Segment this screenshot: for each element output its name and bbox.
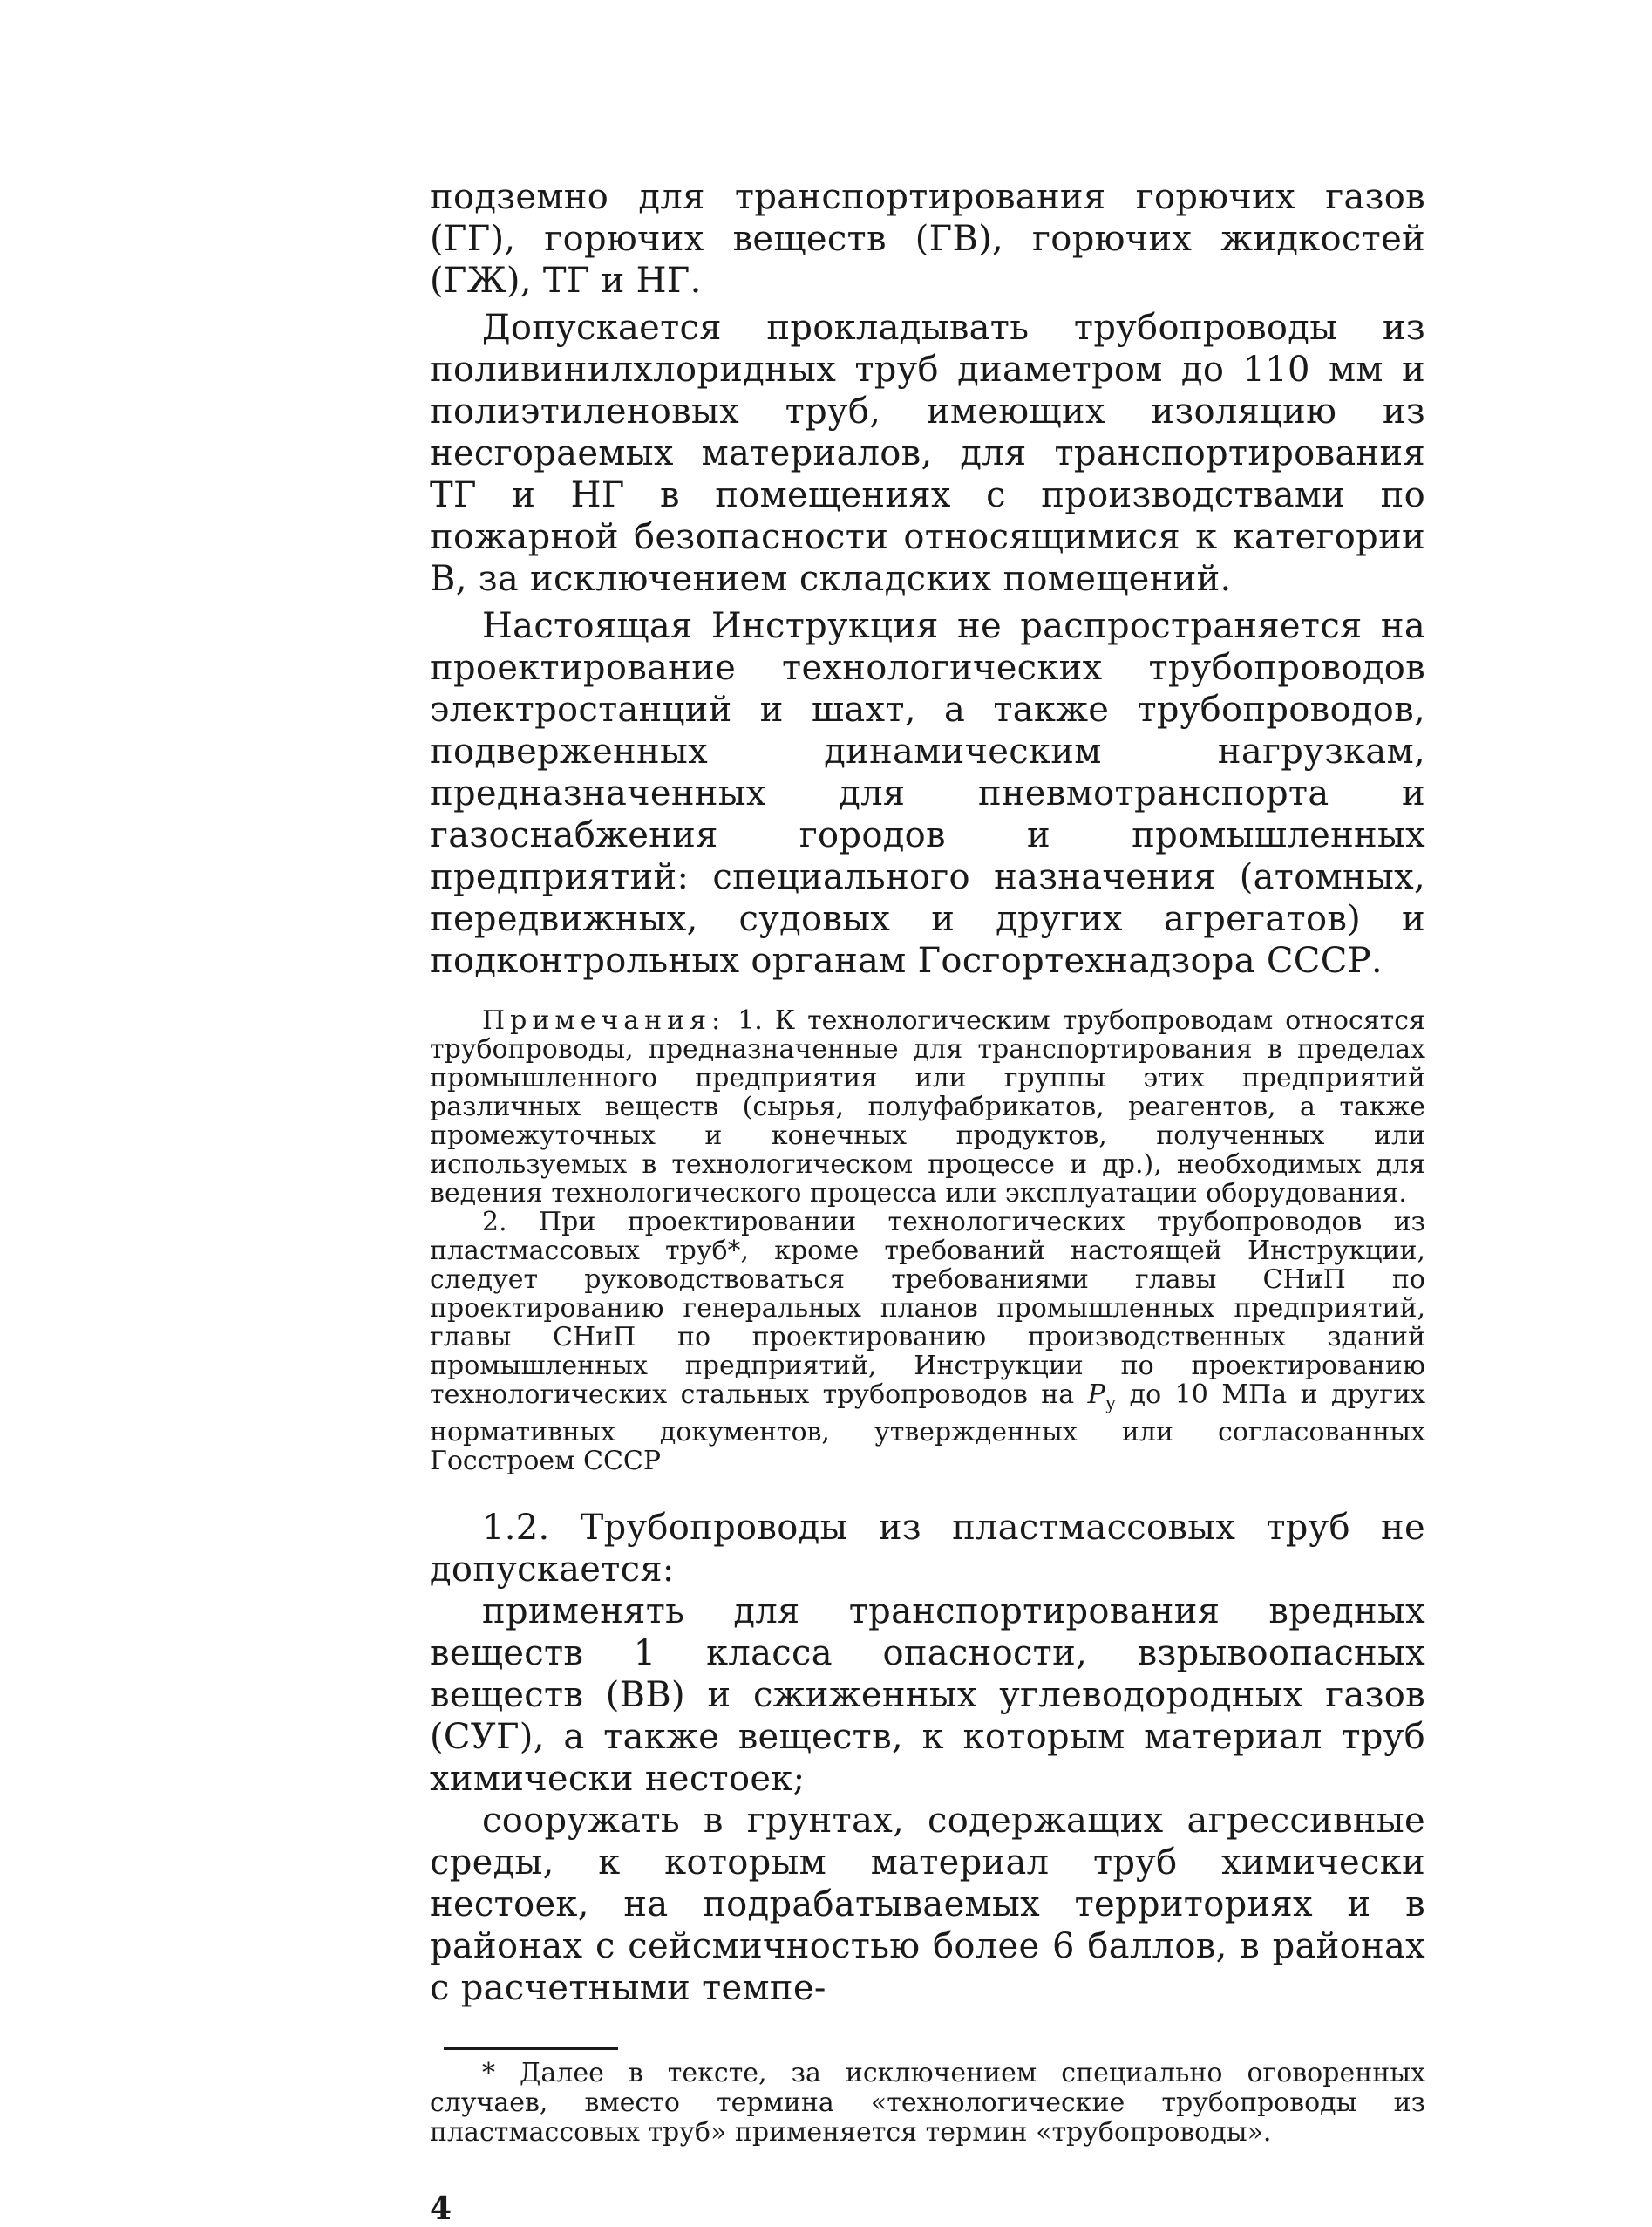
text-column	[430, 176, 1425, 2226]
notes-title: Примечания:	[482, 1005, 726, 1036]
notes-block	[430, 1006, 1425, 1475]
pressure-subscript: у	[1105, 1393, 1117, 1413]
note-2-text-b: до 10 МПа и других нормативных документов, утвержденных или согласованных Госстроем СССР	[430, 1379, 1425, 1476]
note-1	[430, 1006, 1425, 1208]
section-1-2-item-1: применять для транспортирования вредных веществ 1 класса опасности, взрывоопасных веществ (ВВ) и сжиженных углеводородных газов (СУГ), а также веществ, к которым материал труб химически нестоек;	[430, 1591, 1425, 1799]
section-1-2-item-2: сооружать в грунтах, содержащих агрессивные среды, к которым материал труб химически нестоек, на подрабатываемых территориях и в районах с сейсмичностью более 6 баллов, в районах с расчетными темпе-	[430, 1801, 1425, 2008]
footnote-divider	[444, 2047, 618, 2050]
paragraph-continuation: подземно для транспортирования горючих газов (ГГ), горючих веществ (ГВ), горючих жидкостей (ГЖ), ТГ и НГ.	[430, 177, 1425, 301]
section-1-2-heading: 1.2. Трубопроводы из пластмассовых труб не допускается:	[430, 1508, 1425, 1590]
page-number: 4	[430, 2190, 452, 2227]
note-1-text: 1. К технологическим трубопроводам относятся трубопроводы, предназначенные для транспортирования в пределах промышленного предприятия или группы этих предприятий различных веществ (сырья, полуфабрикатов, реагентов, а также промежуточных и конечных продуктов, полученных или используемых в технологическом процессе и др.), необходимых для ведения технологического процесса или эксплуатации оборудования.	[430, 1005, 1425, 1209]
footnote: * Далее в тексте, за исключением специально оговоренных случаев, вместо термина «технологические трубопроводы из пластмассовых труб» применяется термин «трубопроводы».	[430, 2058, 1425, 2148]
note-2-text-a: 2. При проектировании технологических трубопроводов из пластмассовых труб*, кроме требований настоящей Инструкции, следует руководствоваться требованиями главы СНиП по проектированию генеральных планов промышленных предприятий, главы СНиП по проектированию производственных зданий промышленных предприятий, Инструкции по проектированию технологических стальных трубопроводов на	[430, 1207, 1425, 1410]
paragraph-scope-exclusions: Настоящая Инструкция не распространяется на проектирование технологических трубопроводов электростанций и шахт, а также трубопроводов, подверженных динамическим нагрузкам, предназначенных для пневмотранспорта и газоснабжения городов и промышленных предприятий: специального назначения (атомных, передвижных, судовых и других агрегатов) и подконтрольных органам Госгортехнадзора СССР.	[430, 606, 1425, 981]
paragraph-pvc-allowance: Допускается прокладывать трубопроводы из поливинилхлоридных труб диаметром до 110 мм и полиэтиленовых труб, имеющих изоляцию из несгораемых материалов, для транспортирования ТГ и НГ в помещениях с производствами по пожарной безопасности относящимися к категории В, за исключением складских помещений.	[430, 308, 1425, 599]
note-2	[430, 1208, 1425, 1475]
pressure-symbol: P	[1087, 1379, 1105, 1410]
